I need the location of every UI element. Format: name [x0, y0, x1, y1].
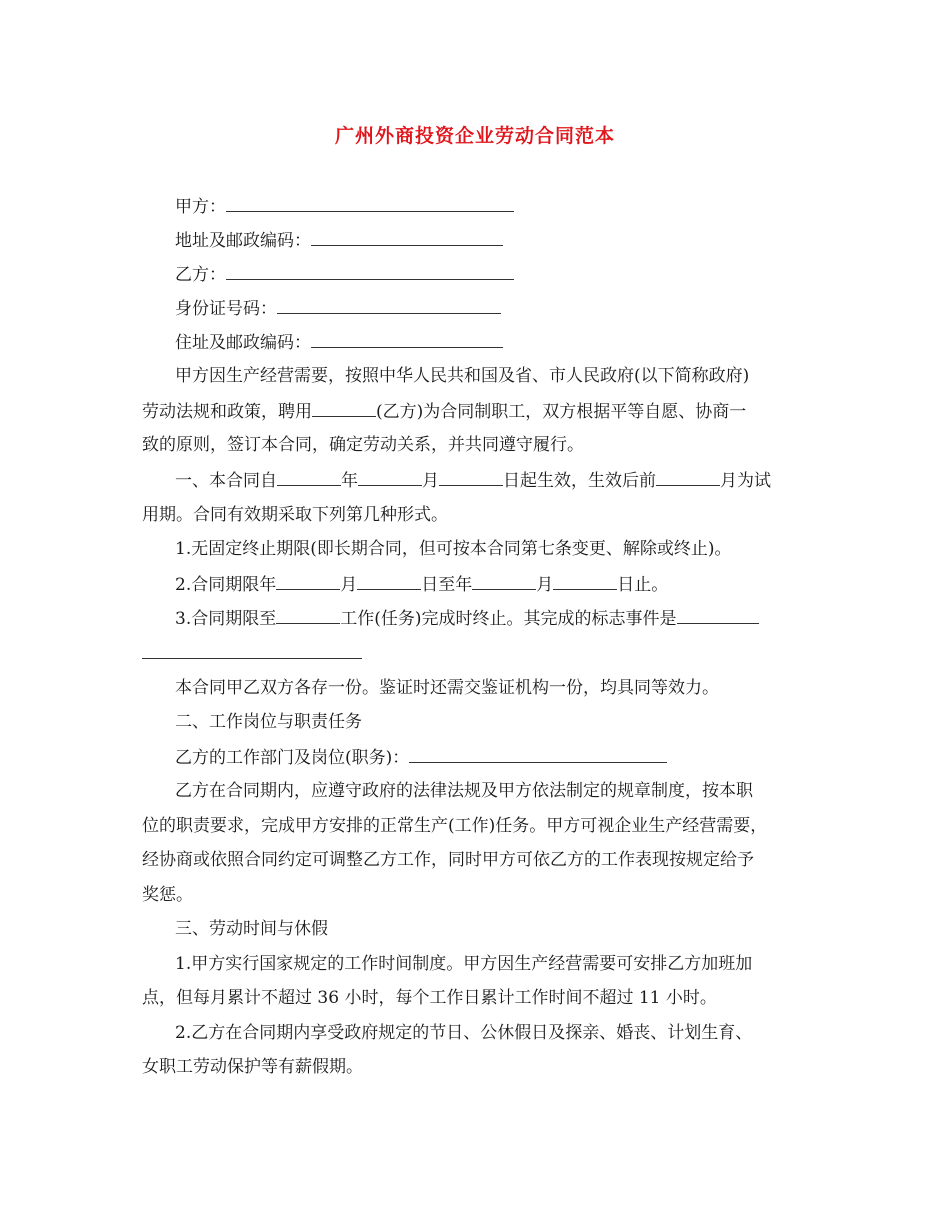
sec2-para-1: 乙方在合同期内，应遵守政府的法律法规及甲方依法制定的规章制度，按本职 — [175, 781, 753, 801]
item2-blank-4 — [553, 572, 617, 590]
sec3-item-1a: 1.甲方实行国家规定的工作时间制度。甲方因生产经营需要可安排乙方加班加 — [175, 954, 753, 974]
month-blank — [358, 468, 422, 486]
sec1-line-2: 用期。合同有效期采取下列第几种形式。 — [142, 505, 448, 525]
party-a-label: 甲方： — [175, 197, 226, 217]
sec1-text-a: 一、本合同自 — [175, 471, 277, 491]
sec3-item-2a: 2.乙方在合同期内享受政府规定的节日、公休假日及探亲、婚丧、计划生育、 — [175, 1023, 753, 1043]
item2-text-e: 日止。 — [617, 575, 669, 595]
party-b-field — [175, 262, 514, 287]
address-a-label: 地址及邮政编码： — [175, 231, 311, 251]
sec1-line-1 — [175, 468, 771, 493]
item3-blank-1 — [276, 606, 340, 624]
sec1-copies: 本合同甲乙双方各存一份。鉴证时还需交鉴证机构一份，均具同等效力。 — [175, 678, 719, 698]
sec1-text-d: 日起生效，生效后前 — [503, 471, 656, 491]
intro-line-2a: 劳动法规和政策，聘用 — [142, 402, 312, 422]
address-b-field — [175, 330, 503, 355]
id-number-field — [175, 296, 501, 321]
address-b-blank — [311, 330, 503, 348]
party-a-blank — [226, 194, 514, 212]
item2-text-d: 月 — [536, 575, 554, 595]
sec1-text-b: 年 — [341, 471, 358, 491]
address-a-field — [175, 228, 503, 253]
sec1-text-c: 月 — [422, 471, 439, 491]
document-title: 广州外商投资企业劳动合同范本 — [334, 125, 615, 147]
party-b-blank — [226, 262, 514, 280]
intro-line-2 — [142, 399, 746, 424]
item2-blank-3 — [472, 572, 536, 590]
dept-field — [175, 745, 667, 770]
year-blank — [277, 468, 341, 486]
sec1-item-1: 1.无固定终止期限(即长期合同，但可按本合同第七条变更、解除或终止)。 — [175, 539, 732, 559]
item2-blank-1 — [276, 572, 340, 590]
sec3-heading: 三、劳动时间与休假 — [175, 919, 328, 939]
sec1-item-2 — [175, 572, 668, 597]
dept-label: 乙方的工作部门及岗位(职务)： — [175, 748, 410, 768]
item3-text-b: 工作(任务)完成时终止。其完成的标志事件是 — [340, 609, 677, 629]
sec2-para-4: 奖惩。 — [142, 885, 193, 905]
item3-blank-2 — [677, 606, 759, 624]
item3-text-a: 3.合同期限至 — [175, 609, 277, 629]
party-a-field — [175, 194, 514, 219]
address-a-blank — [311, 228, 503, 246]
sec1-text-e: 月为试 — [720, 471, 771, 491]
sec1-item-3 — [175, 606, 759, 631]
item3-continuation-blank — [142, 658, 362, 659]
item2-text-a: 2.合同期限年 — [175, 575, 277, 595]
id-number-label: 身份证号码： — [175, 299, 277, 319]
item2-blank-2 — [357, 572, 421, 590]
sec3-item-2b: 女职工劳动保护等有薪假期。 — [142, 1057, 363, 1077]
dept-blank — [409, 745, 667, 763]
sec2-para-2: 位的职责要求，完成甲方安排的正常生产(工作)任务。甲方可视企业生产经营需要， — [142, 816, 768, 836]
sec3-item-1b: 点，但每月累计不超过 36 小时，每个工作日累计工作时间不超过 11 小时。 — [142, 988, 717, 1008]
item2-text-c: 日至年 — [421, 575, 473, 595]
sec2-para-3: 经协商或依照合同约定可调整乙方工作，同时甲方可依乙方的工作表现按规定给予 — [142, 850, 754, 870]
intro-line-2b: (乙方)为合同制职工，双方根据平等自愿、协商一 — [376, 402, 747, 422]
hire-blank — [312, 399, 376, 417]
party-b-label: 乙方： — [175, 265, 226, 285]
day-blank — [439, 468, 503, 486]
address-b-label: 住址及邮政编码： — [175, 333, 311, 353]
id-number-blank — [277, 296, 501, 314]
probation-blank — [656, 468, 720, 486]
item2-text-b: 月 — [340, 575, 358, 595]
intro-line-1: 甲方因生产经营需要，按照中华人民共和国及省、市人民政府(以下简称政府) — [175, 366, 750, 386]
sec2-heading: 二、工作岗位与职责任务 — [175, 712, 362, 732]
intro-line-3: 致的原则，签订本合同，确定劳动关系，并共同遵守履行。 — [142, 435, 584, 455]
